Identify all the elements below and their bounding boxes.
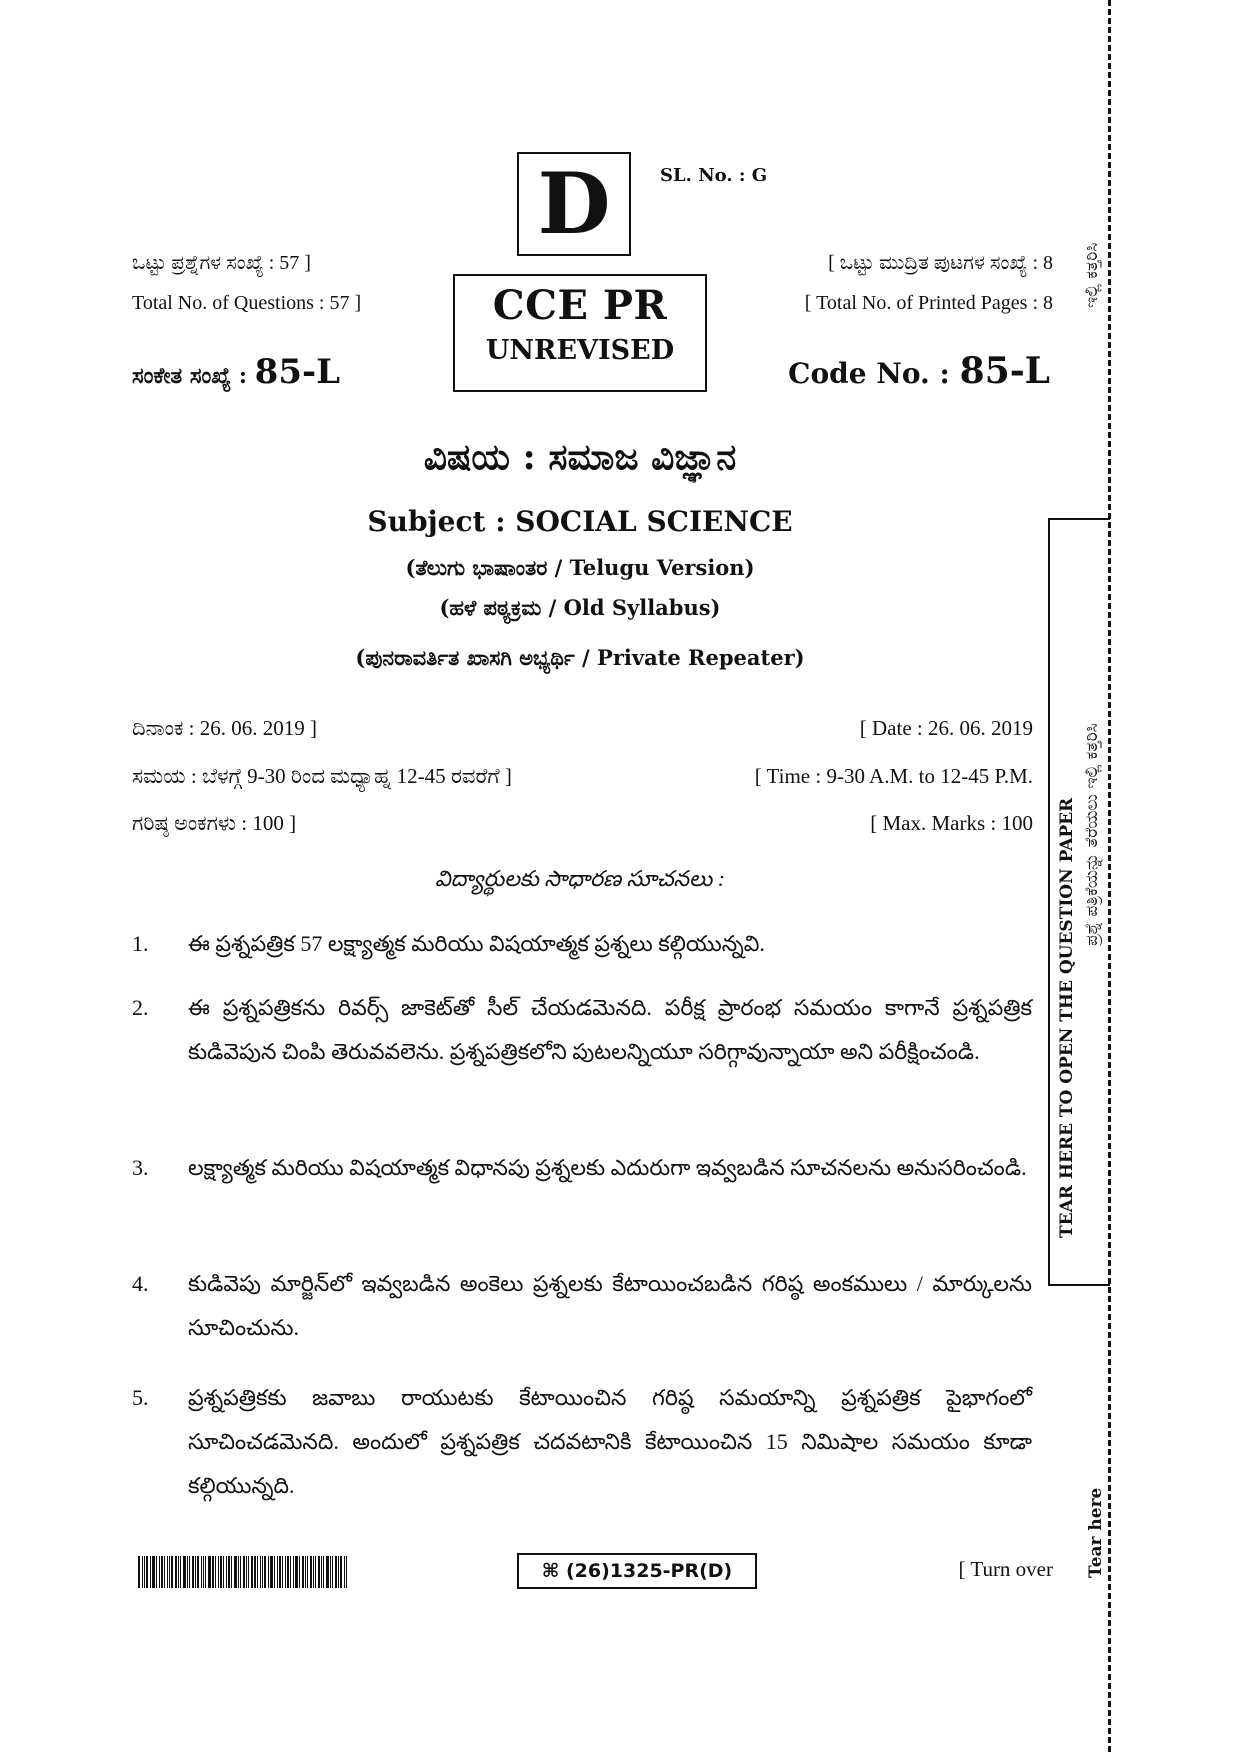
tear-to-open-kannada: ಪ್ರಶ್ನೆ ಪತ್ರಿಕೆಯನ್ನು ತೆರೆಯಲು ಇಲ್ಲಿ ಕತ್ತರಿಸಿ bbox=[1082, 723, 1102, 946]
cut-here-kannada: ಇಲ್ಲಿ ಕತ್ತರಿಸಿ bbox=[1082, 242, 1102, 308]
instruction-number: 3. bbox=[132, 1155, 149, 1180]
candidate-type: (ಪುನರಾವರ್ತಿತ ಖಾಸಗಿ ಅಭ್ಯರ್ಥಿ / Private Repeater) bbox=[355, 645, 805, 670]
instruction-item bbox=[132, 1262, 1032, 1350]
code-number-english bbox=[788, 350, 1050, 392]
code-value-english: 85-L bbox=[959, 350, 1050, 392]
code-label-english: Code No. : bbox=[788, 357, 960, 390]
instruction-text: ఈ ప్రశ్నపత్రిక 57 లక్ష్యాత్మక మరియు విషయాత్మక ప్రశ్నలు కల్గియున్నవి. bbox=[188, 931, 765, 956]
instruction-number: 5. bbox=[132, 1385, 149, 1410]
exam-type-box bbox=[453, 274, 707, 392]
instruction-item bbox=[132, 922, 1032, 966]
exam-date-kannada: ದಿನಾಂಕ : 26. 06. 2019 ] bbox=[132, 716, 317, 740]
instruction-text: లక్ష్యాత్మక మరియు విషయాత్మక విధానపు ప్రశ్నలకు ఎదురుగా ఇవ్వబడిన సూచనలను అనుసరించండి. bbox=[188, 1155, 1027, 1180]
instruction-number: 2. bbox=[132, 995, 149, 1020]
total-questions-english: Total No. of Questions : 57 ] bbox=[132, 292, 362, 314]
instruction-number: 4. bbox=[132, 1271, 149, 1296]
tear-here-label: Tear here bbox=[1086, 1487, 1106, 1578]
instruction-item bbox=[132, 1376, 1032, 1508]
code-value-kannada: 85-L bbox=[254, 352, 341, 392]
instruction-text: ఈ ప్రశ్నపత్రికను రివర్స్ జాకెట్‌తో సీల్ చేయడమెనది. పరీక్ష ప్రారంభ సమయం కాగానే ప్రశ్నపత్రిక కుడివెపున చింపి తెరువవలెను. ప్రశ్నపత్రికలోని పుటలన్నియూ సరిగ్గావున్నాయా అని పరీక్షించండి. bbox=[188, 995, 1032, 1064]
max-marks-english: [ Max. Marks : 100 bbox=[870, 811, 1033, 835]
instruction-item bbox=[132, 986, 1032, 1074]
turn-over-label: [ Turn over bbox=[958, 1557, 1053, 1581]
subject-english: Subject : SOCIAL SCIENCE bbox=[367, 505, 793, 538]
question-set-letter: D bbox=[537, 154, 611, 253]
instruction-item bbox=[132, 1146, 1032, 1190]
code-number-kannada bbox=[132, 352, 340, 392]
exam-subtitle: UNREVISED bbox=[485, 335, 675, 366]
code-label-kannada: ಸಂಕೇತ ಸಂಖ್ಯೆ : bbox=[132, 363, 255, 389]
question-set-box bbox=[517, 152, 631, 256]
serial-number: SL. No. : G bbox=[660, 165, 768, 186]
subject-kannada: ವಿಷಯ : ಸಮಾಜ ವಿಜ್ಞಾನ bbox=[423, 436, 737, 478]
exam-date-english: [ Date : 26. 06. 2019 bbox=[859, 716, 1033, 740]
instruction-text: కుడివెపు మార్జిన్‌లో ఇవ్వబడిన అంకెలు ప్రశ్నలకు కేటాయించబడిన గరిష్ఠ అంకములు / మార్కులను సూచించును. bbox=[188, 1271, 1032, 1340]
total-questions-kannada: ಒಟ್ಟು ಪ್ರಶ್ನೆಗಳ ಸಂಖ್ಯೆ : 57 ] bbox=[132, 252, 311, 274]
max-marks-kannada: ಗರಿಷ್ಠ ಅಂಕಗಳು : 100 ] bbox=[132, 811, 297, 835]
total-pages-kannada: [ ಒಟ್ಟು ಮುದ್ರಿತ ಪುಟಗಳ ಸಂಖ್ಯೆ : 8 bbox=[828, 252, 1053, 274]
tear-to-open-english: TEAR HERE TO OPEN THE QUESTION PAPER bbox=[1057, 797, 1077, 1238]
exam-time-kannada: ಸಮಯ : ಬೆಳಗ್ಗೆ 9-30 ರಿಂದ ಮಧ್ಯಾಹ್ನ 12-45 ರವರೆಗೆ ] bbox=[132, 764, 512, 788]
instructions-heading: విద్యార్థులకు సాధారణ సూచనలు : bbox=[434, 866, 726, 891]
instruction-number: 1. bbox=[132, 931, 149, 956]
language-version: (ತೆಲುಗು ಭಾಷಾಂತರ / Telugu Version) bbox=[405, 555, 755, 580]
total-pages-english: [ Total No. of Printed Pages : 8 bbox=[804, 292, 1053, 314]
exam-title: CCE PR bbox=[492, 282, 668, 329]
exam-time-english: [ Time : 9-30 A.M. to 12-45 P.M. bbox=[754, 764, 1033, 788]
syllabus-type: (ಹಳೆ ಪಠ್ಯಕ್ರಮ / Old Syllabus) bbox=[439, 595, 721, 620]
instruction-text: ప్రశ్నపత్రికకు జవాబు రాయుటకు కేటాయించిన గరిష్ఠ సమయాన్ని ప్రశ్నపత్రిక పైభాగంలో సూచించడమెనది. అందులో ప్రశ్నపత్రిక చదవటానికి కేటాయించిన 15 నిమిషాల సమయం కూడా కల్గియున్నది. bbox=[188, 1385, 1032, 1498]
barcode bbox=[138, 1556, 380, 1588]
paper-code-box: ⌘ (26)1325-PR(D) bbox=[517, 1553, 757, 1589]
